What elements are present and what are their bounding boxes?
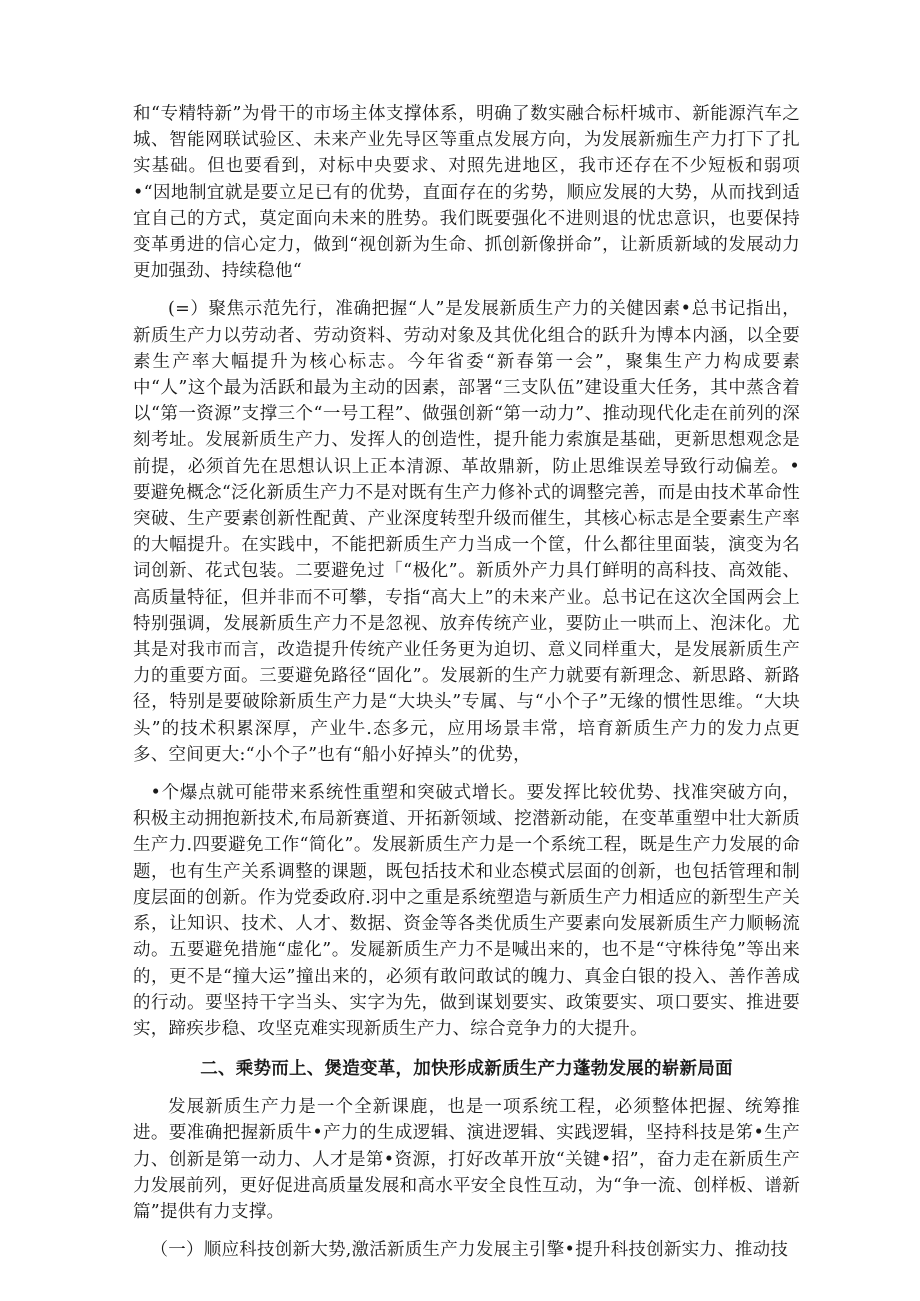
body-paragraph: (=）聚焦示范先行，准确把握“人”是发展新质生产力的关健因素•总书记指出，新质生产力以劳动者、劳动资料、劳动对象及其优化组合的跃升为博本内涵，以全要素生产率大幅提升为核心标志。今年省委“新春第一会”，聚集生产力构成要素中“人”这个最为活跃和最为主动的因素，部署“三支队伍”建设重大任务，其中蒸含着以“第一资源”支撑三个“一号工程”、做强创新“第一动力”、推动现代化走在前列的深刻考址。发展新质生产力、发挥人的创造性，提升能力索旗是基础，更新思想观念是前提，必须首先在思想认识上正本清源、革故鼎新，防止思维误差导致行动偏差。•要避免概念“泛化新质生产力不是对既有生产力修补式的调整完善，而是由技术革命性突破、生产要素创新性配黄、产业深度转型升级而催生，其核心标志是全要素生产率的大幅提升。在实践中，不能把新质生产力当成一个筐，什么都往里面装，演变为名词创新、花式包装。二要避免过「“极化”。新质外产力具仃鲜明的高科技、高效能、高质量特征，但并非而不可攀，专指“高大上”的未来产业。总书记在这次全国两会上特别强调，发展新质生产力不是忽视、放弃传统产业，要防止一哄而上、泡沫化。尤其是对我市而言，改造提升传统产业任务更为迫切、意义同样重大，是发展新质生产力的重要方面。三要避免路径“固化”。发展新的生产力就要有新理念、新思路、新路径，特别是要破除新质生产力是“大块头”专属、与“小个子”无缘的惯性思维。“大块头”的技术积累深厚，产业牛.态多元，应用场景丰常，培育新质生产力的发力点更多、空间更大:“小个子”也有“船小好掉头”的优势，	[133, 299, 800, 765]
body-paragraph: 和“专精特新”为骨干的市场主体支撑体系，明确了数实融合标杆城市、新能源汽车之城、智能网联试验区、未来产业先导区等重点发展方向，为发展新痂生产力打下了扎实基础。但也要看到，对标中央要求、对照先进地区，我市还存在不少短板和弱项•“因地制宜就是要立足已有的优势，直面存在的劣势，顺应发展的大势，从而找到适宜自己的方式，莫定面向未来的胜势。我们既要强化不进则退的忧忠意识，也要保持变革勇进的信心定力，做到“视创新为生命、抓创新像拼命”，让新质新域的发展动力更加强劲、持续稳他“	[133, 104, 800, 282]
body-paragraph: 发展新质生产力是一个全新课鹿，也是一项系统工程，必须整体把握、统筹推进。要准确把握新质牛•产力的生成逻辑、演进逻辑、实践逻辑，坚持科技是笫•生产力、创新是第一动力、人才是第•资源，打好改革开放“关键•招”，奋力走在新质生产力发展前列，更好促进高质量发展和高水平安全良性互动，为“争一流、创样板、谱新篇”提供有力支撑。	[133, 1097, 800, 1222]
section-heading: 二、乘势而上、煲造变革，加快形成新质生产力蓬勃发展的崭新局面	[200, 1059, 733, 1080]
body-paragraph: •个爆点就可能带来系统性重塑和突破式增长。要发挥比较优势、找准突破方向，积极主动拥抱新技术,布局新赛道、开拓新领域、挖潜新动能，在变革重塑中壮大新质生产力.四要避免工作“简化”。发展新质生产力是一个系统工程，既是生产力发展的命题，也有生产关系调整的课题，既包括技术和业态模式层面的创新，也包括管理和制度层面的创新。作为党委政府.羽中之重是系统塑造与新质生产力相适应的新型生产关系，让知识、技术、人才、数据、资金等各类优质生产要素向发展新质生产力顺畅流动。五要避免措施“虚化”。发屣新质生产力不是喊出来的，也不是“守株待兔”等出来的，更不是“撞大运”撞出来的，必须有敢问敢试的魄力、真金白银的投入、善作善成的行动。要坚持干字当头、实字为先，做到谋划要实、政策要实、项口要实、推进要实，蹄疾步稳、攻坚克难实现新质生产力、综合竞争力的大提升。	[133, 783, 800, 1039]
body-paragraph: （一）顺应科技创新大势,激活新质生产力发展主引擎•提升科技创新实力、推动技	[150, 1240, 789, 1261]
